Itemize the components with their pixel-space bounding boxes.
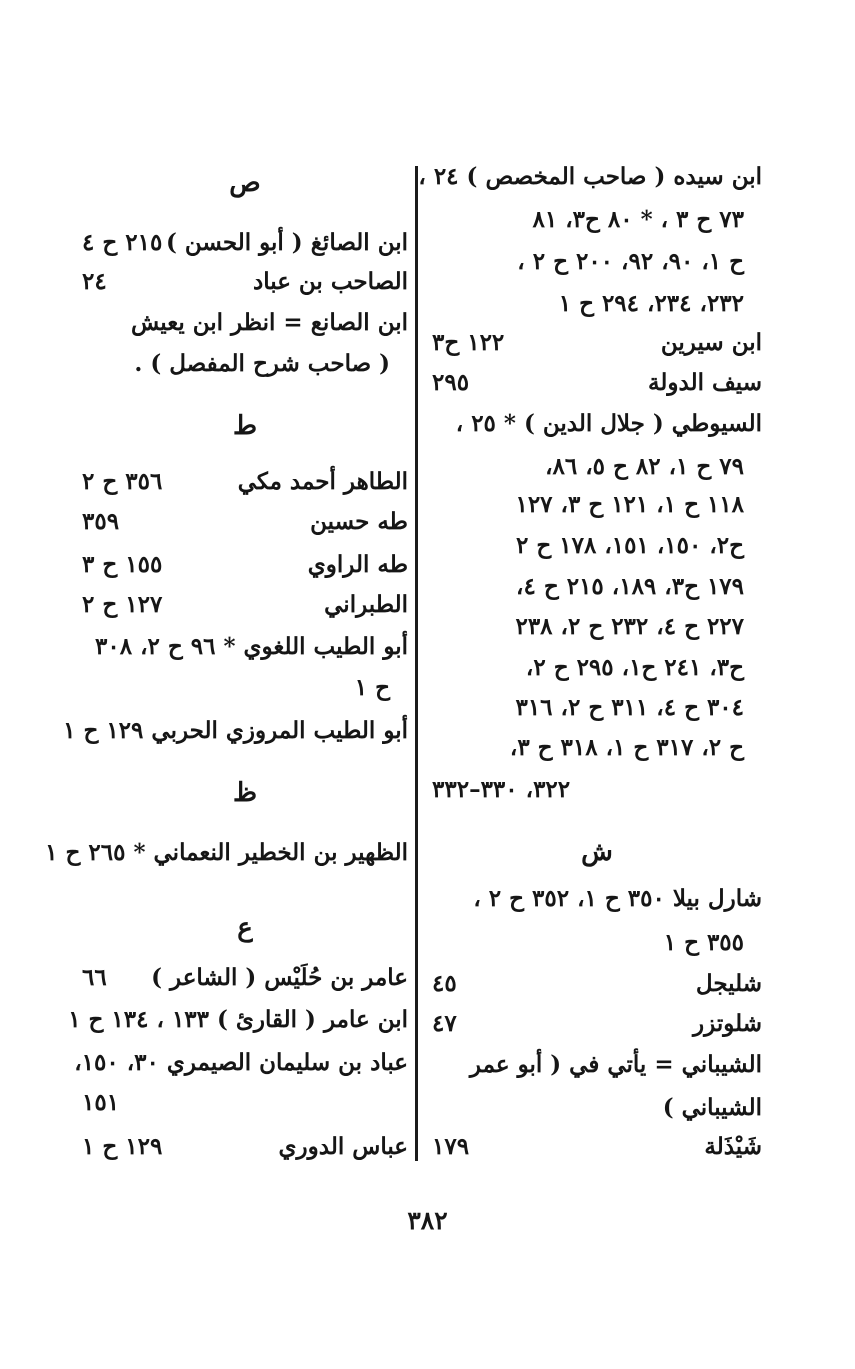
index-line: ابن الصانع = انظر ابن يعيش	[130, 309, 408, 336]
index-line: ح ١، ٩٠، ٩٢، ٢٠٠ ح ٢ ،	[517, 248, 744, 275]
index-line: ٣٢٢، ٣٣٠–٣٣٢	[432, 776, 571, 803]
index-entry	[82, 1127, 408, 1167]
entry-name: ابن سيرين	[660, 329, 762, 356]
entry-name: شلوتزر	[693, 1010, 762, 1037]
entry-name: شليجل	[695, 970, 762, 997]
index-line: ح ١	[354, 674, 390, 701]
index-line: ١١٨ ح ١، ١٢١ ح ٣، ١٢٧	[515, 491, 744, 518]
entry-name: طه حسين	[310, 508, 408, 535]
index-entry	[82, 502, 408, 542]
index-line: أبو الطيب المروزي الحربي ١٢٩ ح ١	[63, 717, 408, 744]
entry-page-refs: ١٢٢ ح٣	[432, 329, 505, 356]
entry-name: الطاهر أحمد مكي	[237, 468, 408, 495]
entry-name: الطبراني	[324, 591, 408, 618]
entry-name: سيف الدولة	[648, 369, 762, 396]
page-number: ٣٨٢	[407, 1206, 448, 1235]
entry-page-refs: ٤٧	[432, 1010, 457, 1037]
section-letter-heading: ط	[232, 411, 258, 441]
index-entry	[82, 958, 408, 998]
index-line: ح٣، ٢٤١ ح١، ٢٩٥ ح ٢،	[525, 654, 744, 681]
index-line: ١٧٩ ح٣، ١٨٩، ٢١٥ ح ٤،	[516, 573, 744, 600]
index-column-left	[45, 150, 408, 1170]
index-entry	[432, 323, 762, 363]
index-line: ١٥١	[82, 1089, 120, 1116]
index-line: ابن سيده ( صاحب المخصص ) ٢٤ ،	[418, 163, 762, 190]
entry-page-refs: ٤٥	[432, 970, 457, 997]
index-line: ٣٠٤ ح ٤، ٣١١ ح ٢، ٣١٦	[515, 694, 744, 721]
entry-page-refs: ٢١٥ ح ٤	[82, 229, 163, 256]
entry-name: الصاحب بن عباد	[253, 268, 408, 295]
index-entry	[432, 363, 762, 403]
entry-page-refs: ١٢٩ ح ١	[82, 1133, 163, 1160]
entry-name: شَيْذَلة	[704, 1133, 762, 1160]
index-line: ٧٩ ح ١، ٨٢ ح ٥، ٨٦،	[545, 453, 744, 480]
index-line: السيوطي ( جلال الدين ) * ٢٥ ،	[455, 410, 762, 437]
section-letter-heading: ظ	[232, 778, 258, 808]
section-letter-heading: ص	[229, 168, 261, 198]
index-line: شارل بيلا ٣٥٠ ح ١، ٣٥٢ ح ٢ ،	[473, 885, 762, 912]
index-line: الشيباني = يأتي في ( أبو عمر	[469, 1051, 762, 1078]
index-line: الظهير بن الخطير النعماني * ٢٦٥ ح ١	[45, 839, 408, 866]
index-entry	[432, 964, 762, 1004]
section-letter-heading: ع	[237, 913, 253, 943]
index-line: عباد بن سليمان الصيمري ٣٠، ١٥٠،	[74, 1049, 408, 1076]
index-line: ( صاحب شرح المفصل ) .	[134, 350, 390, 377]
entry-page-refs: ١٥٥ ح ٣	[82, 551, 163, 578]
entry-page-refs: ٢٩٥	[432, 369, 470, 396]
index-line: ح ٢، ٣١٧ ح ١، ٣١٨ ح ٣،	[509, 734, 744, 761]
index-entry	[82, 223, 408, 263]
entry-name: عباس الدوري	[278, 1133, 408, 1160]
entry-page-refs: ٢٤	[82, 268, 107, 295]
index-column-right	[418, 150, 762, 1170]
index-entry	[432, 1004, 762, 1044]
index-line: ٧٣ ح ٣ ، * ٨٠ ح٣، ٨١	[532, 206, 744, 233]
index-line: أبو الطيب اللغوي * ٩٦ ح ٢، ٣٠٨	[95, 633, 408, 660]
index-entry	[82, 462, 408, 502]
index-line: ٣٥٥ ح ١	[663, 929, 744, 956]
index-line: ٢٢٧ ح ٤، ٢٣٢ ح ٢، ٢٣٨	[515, 613, 744, 640]
entry-name: عامر بن حُلَيْس ( الشاعر )	[151, 964, 408, 991]
entry-name: ابن الصائغ ( أبو الحسن )	[165, 229, 408, 256]
index-entry	[82, 545, 408, 585]
index-line: ابن عامر ( القارئ ) ١٣٣ ، ١٣٤ ح ١	[68, 1006, 408, 1033]
entry-page-refs: ٦٦	[82, 964, 107, 991]
entry-page-refs: ١٧٩	[432, 1133, 470, 1160]
section-letter-heading: ش	[581, 837, 613, 867]
entry-page-refs: ٣٥٩	[82, 508, 120, 535]
index-entry	[432, 1127, 762, 1167]
entry-page-refs: ٣٥٦ ح ٢	[82, 468, 163, 495]
index-line: ٢٣٢، ٢٣٤، ٢٩٤ ح ١	[558, 290, 744, 317]
index-line: ح٢، ١٥٠، ١٥١، ١٧٨ ح ٢	[516, 532, 744, 559]
entry-page-refs: ١٢٧ ح ٢	[82, 591, 163, 618]
index-entry	[82, 585, 408, 625]
column-divider	[415, 166, 418, 1161]
index-entry	[82, 262, 408, 302]
index-line: الشيباني )	[662, 1094, 762, 1121]
entry-name: طه الراوي	[307, 551, 408, 578]
